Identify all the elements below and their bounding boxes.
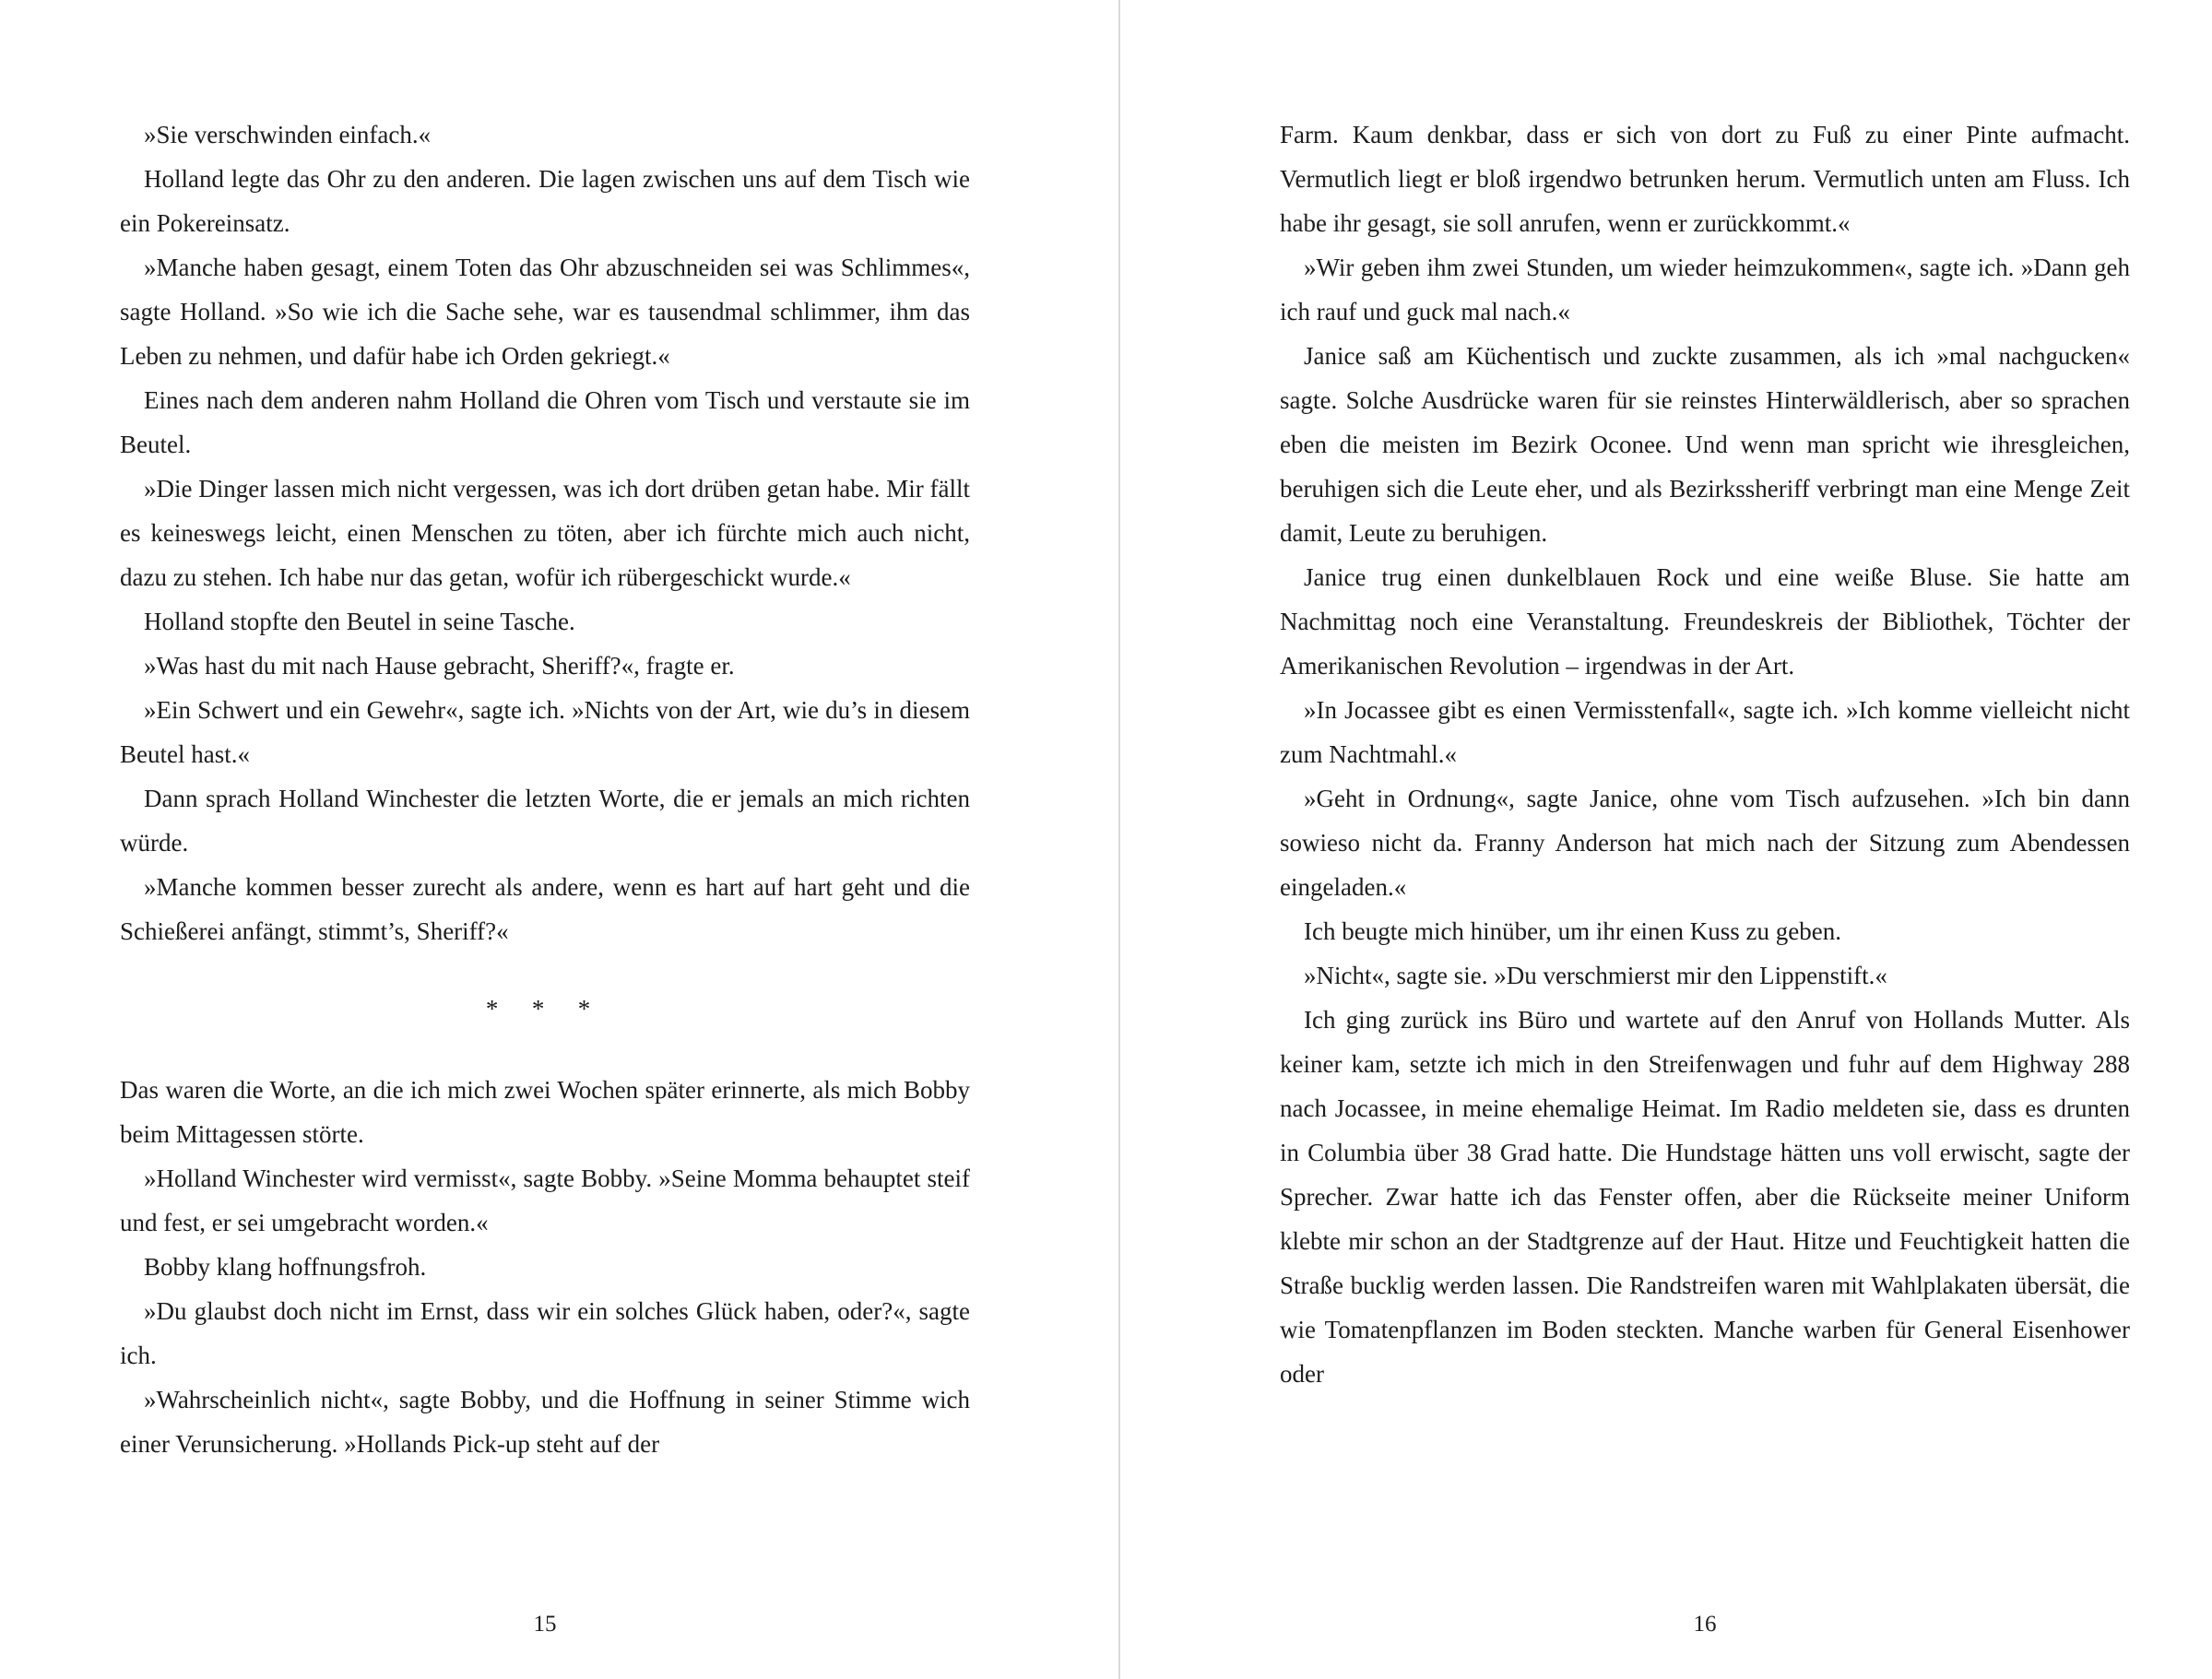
paragraph: Eines nach dem anderen nahm Holland die Ohren vom Tisch und verstaute sie im Beutel. [120,386,970,458]
paragraph: »Wir geben ihm zwei Stunden, um wieder heimzukommen«, sagte ich. »Dann geh ich rauf und guck mal nach.« [1280,254,2130,325]
paragraph: Holland stopfte den Beutel in seine Tasche. [144,608,575,635]
paragraph: Janice saß am Küchentisch und zuckte zusammen, als ich »mal nachgucken« sagte. Solche Ausdrücke waren für sie reinstes Hinterwäldlerisch, aber so sprachen eben die meisten im Bezirk Oconee. Und wenn man spricht wie ihresgleichen, beruhigen sich die Leute eher, und als Bezirkssheriff verbringt man eine Menge Zeit damit, Leute zu beruhigen. [1280,342,2130,547]
paragraph: Das waren die Worte, an die ich mich zwei Wochen später erinnerte, als mich Bobby beim Mittagessen störte. [120,1076,970,1148]
paragraph: »Du glaubst doch nicht im Ernst, dass wir ein solches Glück haben, oder?«, sagte ich. [120,1297,970,1369]
paragraph: »Nicht«, sagte sie. »Du verschmierst mir den Lippenstift.« [1304,962,1887,989]
paragraph: Ich beugte mich hinüber, um ihr einen Kuss zu geben. [1304,917,1842,945]
right-page-text-block [1280,112,2130,1396]
paragraph: »Manche kommen besser zurecht als andere, wenn es hart auf hart geht und die Schießerei anfängt, stimmt’s, Sheriff?« [120,873,970,945]
page-number-left: 15 [533,1612,557,1637]
paragraph: »Sie verschwinden einfach.« [144,121,432,148]
left-page-text-block [120,112,970,1466]
paragraph: Janice trug einen dunkelblauen Rock und eine weiße Bluse. Sie hatte am Nachmittag noch eine Veranstaltung. Freundeskreis der Bibliothek, Töchter der Amerikanischen Revolution – irgendwas in der Art. [1280,563,2130,680]
paragraph: »Geht in Ordnung«, sagte Janice, ohne vom Tisch aufzusehen. »Ich bin dann sowieso nicht da. Franny Anderson hat mich nach der Sitzung zum Abendessen eingeladen.« [1280,785,2130,901]
paragraph: Bobby klang hoffnungsfroh. [144,1253,427,1281]
paragraph: »Wahrscheinlich nicht«, sagte Bobby, und die Hoffnung in seiner Stimme wich einer Verunsicherung. »Hollands Pick-up steht auf der [120,1386,970,1458]
paragraph: »Holland Winchester wird vermisst«, sagte Bobby. »Seine Momma behauptet steif und fest, er sei umgebracht worden.« [120,1165,970,1236]
paragraph: »In Jocassee gibt es einen Vermisstenfall«, sagte ich. »Ich komme vielleicht nicht zum Nachtmahl.« [1280,696,2130,768]
paragraph: »Manche haben gesagt, einem Toten das Ohr abzuschneiden sei was Schlimmes«, sagte Holland. »So wie ich die Sache sehe, war es tausendmal schlimmer, ihm das Leben zu nehmen, und dafür habe ich Orden gekriegt.« [120,254,970,370]
paragraph: Ich ging zurück ins Büro und wartete auf den Anruf von Hollands Mutter. Als keiner kam, setzte ich mich in den Streifenwagen und fuhr auf dem Highway 288 nach Jocassee, in meine ehemalige Heimat. Im Radio meldeten sie, dass es drunten in Columbia über 38 Grad hatte. Die Hundstage hätten uns voll erwischt, sagte der Sprecher. Zwar hatte ich das Fenster offen, aber die Rückseite meiner Uniform klebte mir schon an der Stadtgrenze auf der Haut. Hitze und Feuchtigkeit hatten die Straße bucklig werden lassen. Die Randstreifen waren mit Wahlplakaten übersät, die wie Tomatenpflanzen im Boden steckten. Manche warben für General Eisenhower oder [1280,1006,2130,1388]
paragraph: Dann sprach Holland Winchester die letzten Worte, die er jemals an mich richten würde. [120,785,970,857]
paragraph: »Die Dinger lassen mich nicht vergessen, was ich dort drüben getan habe. Mir fällt es keineswegs leicht, einen Menschen zu töten, aber ich fürchte mich auch nicht, dazu zu stehen. Ich habe nur das getan, wofür ich rübergeschickt wurde.« [120,475,970,591]
section-separator: * * * [485,995,605,1023]
paragraph: Holland legte das Ohr zu den anderen. Die lagen zwischen uns auf dem Tisch wie ein Pokereinsatz. [120,165,970,237]
paragraph: »Was hast du mit nach Hause gebracht, Sheriff?«, fragte er. [144,652,735,680]
paragraph: »Ein Schwert und ein Gewehr«, sagte ich. »Nichts von der Art, wie du’s in diesem Beutel hast.« [120,696,970,768]
page-number-right: 16 [1693,1612,1717,1637]
paragraph: Farm. Kaum denkbar, dass er sich von dort zu Fuß zu einer Pinte aufmacht. Vermutlich liegt er bloß irgendwo betrunken herum. Vermutlich unten am Fluss. Ich habe ihr gesagt, sie soll anrufen, wenn er zurückkommt.« [1280,121,2130,237]
page-gutter-divider [1118,0,1120,1679]
